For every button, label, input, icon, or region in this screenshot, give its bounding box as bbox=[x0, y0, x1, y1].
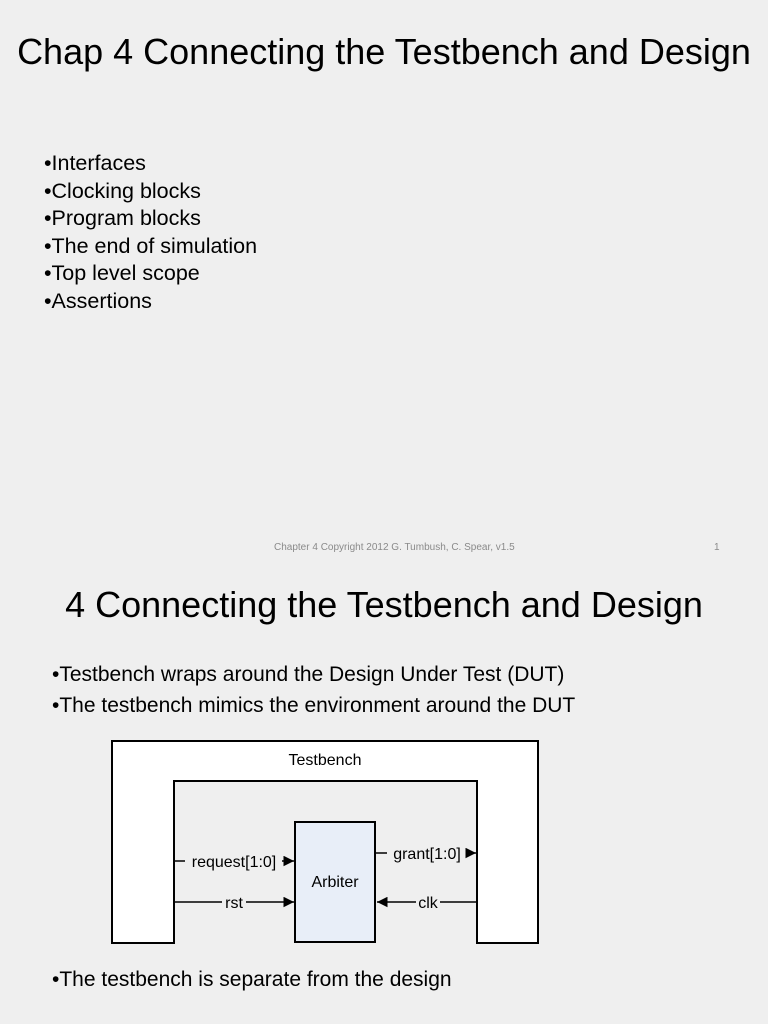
slide-2-title: 4 Connecting the Testbench and Design bbox=[65, 584, 703, 625]
bullet-testbench-wraps: •Testbench wraps around the Design Under Test (DUT) bbox=[52, 663, 565, 686]
bullet-testbench-mimics: •The testbench mimics the environment around the DUT bbox=[52, 694, 576, 717]
slide-2 bbox=[0, 572, 768, 1024]
slide-1-bullet-list bbox=[44, 150, 257, 315]
bullet-clocking-blocks: •Clocking blocks bbox=[44, 178, 201, 203]
bullet-interfaces: •Interfaces bbox=[44, 151, 146, 175]
request-signal-label: request[1:0] bbox=[191, 854, 277, 871]
page-number: 1 bbox=[714, 542, 720, 553]
testbench-label: Testbench bbox=[288, 752, 362, 769]
bullet-top-level-scope: •Top level scope bbox=[44, 261, 200, 285]
bullet-testbench-separate: •The testbench is separate from the design bbox=[52, 968, 452, 991]
grant-signal-label: grant[1:0] bbox=[393, 846, 461, 863]
bullet-assertions: •Assertions bbox=[44, 288, 152, 313]
testbench-diagram bbox=[108, 737, 544, 947]
slide-2-bottom-bullet-list bbox=[52, 966, 452, 994]
slide-1-title: Chap 4 Connecting the Testbench and Design bbox=[17, 31, 751, 72]
arbiter-label: Arbiter bbox=[311, 874, 359, 891]
bullet-end-of-simulation: •The end of simulation bbox=[44, 233, 258, 258]
slide-2-bullet-list bbox=[52, 659, 575, 721]
rst-signal-label: rst bbox=[225, 895, 243, 912]
slide-footer: Chapter 4 Copyright 2012 G. Tumbush, C. Spear, v1.5 bbox=[274, 542, 515, 553]
clk-signal-label: clk bbox=[418, 895, 438, 912]
bullet-program-blocks: •Program blocks bbox=[44, 206, 201, 230]
